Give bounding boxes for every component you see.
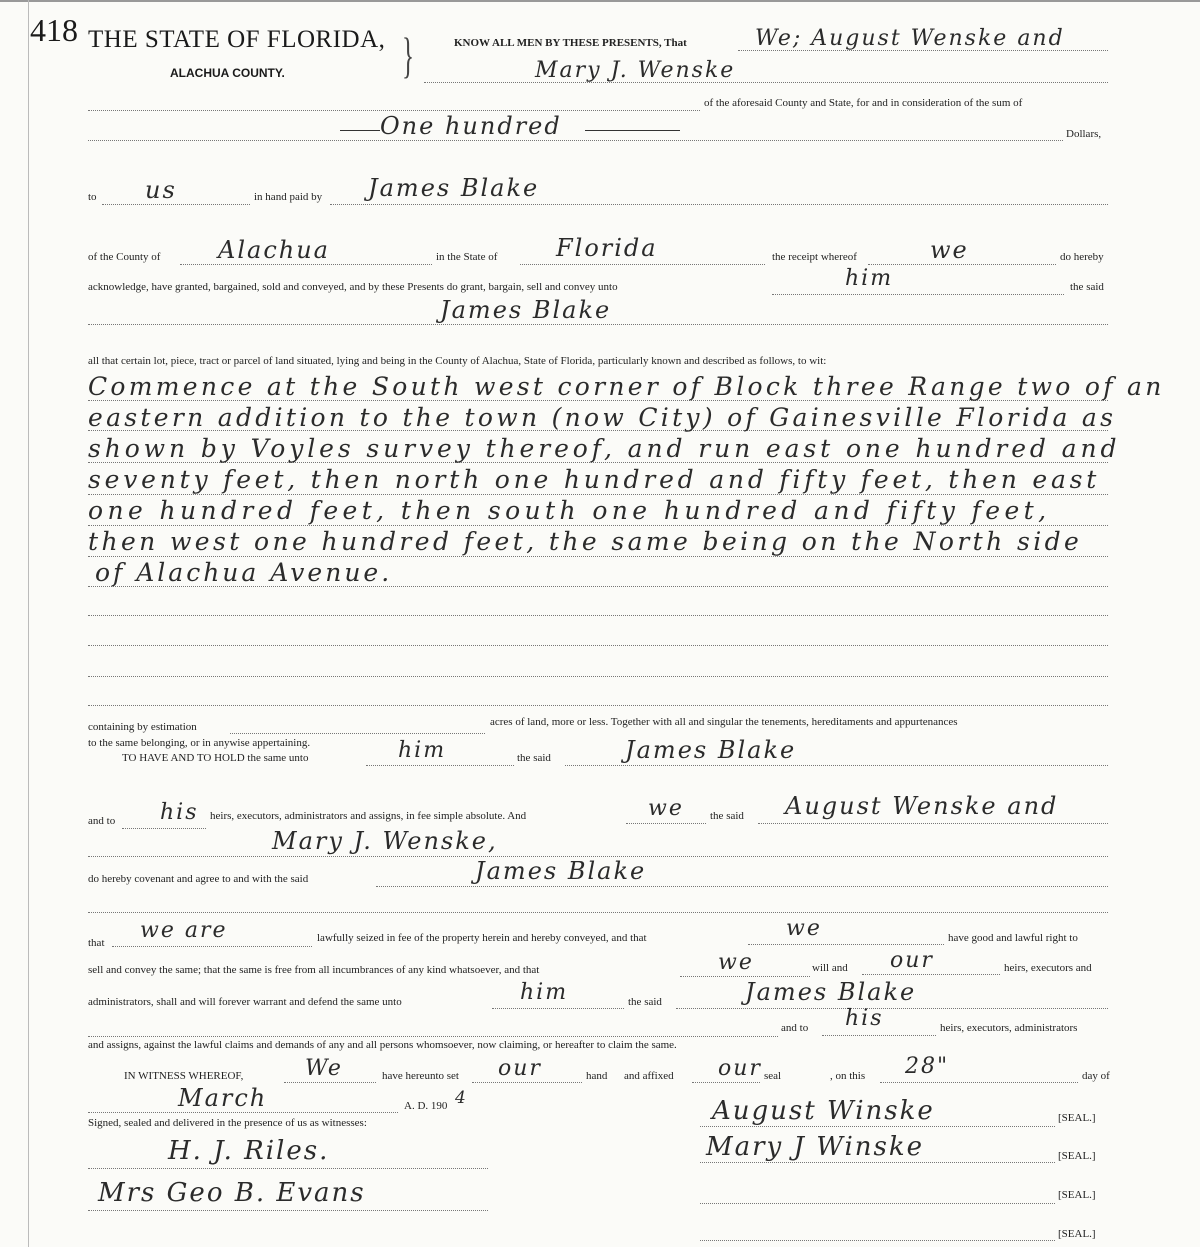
signed-text: Signed, sealed and delivered in the presence of us as witnesses: [88,1117,367,1129]
signature-line [700,1240,1055,1241]
affixed-line [692,1082,760,1083]
to-label: to [88,191,97,203]
page-top-border [0,0,1200,2]
header-brace: } [402,27,414,83]
signature-line [700,1126,1055,1127]
page-margin-line [28,0,29,1247]
do-hereby-label: do hereby [1060,251,1104,263]
witness-sign-line [88,1168,488,1169]
the-said-label-2: the said [517,752,551,764]
paid-by-value: James Blake [368,174,540,202]
to-value: us [145,176,177,204]
day-of-label: day of [1082,1070,1110,1082]
affixed-text: and affixed [624,1070,674,1082]
receipt-value: we [930,236,969,264]
have-hold-label: TO HAVE AND TO HOLD the same unto [122,752,309,764]
have-hold-name: James Blake [625,736,797,764]
our-value: our [890,948,934,973]
have-hold-name-line [565,765,1108,766]
will-and-label: will and [812,962,848,974]
month-value: March [178,1084,268,1112]
amount-value: One hundred [380,112,562,140]
description-line: shown by Voyles survey thereof, and run east one hundred and [88,434,1121,463]
and-to-line [122,828,206,829]
grantee-name: James Blake [440,296,612,324]
month-line [88,1112,398,1113]
convey-unto-line [772,294,1064,295]
desc-line [88,556,1108,557]
consideration-text: of the aforesaid County and State, for and in consideration of the sum of [704,97,1023,109]
heirs-text: heirs, executors, administrators and assigns, in fee simple absolute. And [210,810,527,822]
county-of-value: Alachua [218,236,330,264]
hereunto-text: have hereunto set [382,1070,459,1082]
year-digit: 4 [455,1088,468,1108]
desc-line [88,705,1108,706]
belonging-text: to the same belonging, or in anywise appertaining. [88,737,311,749]
grantor-signature: August Winske [712,1096,935,1126]
paid-by-label: in hand paid by [254,191,323,203]
desc-line [88,525,1108,526]
heirs-exec-label: heirs, executors and [1004,962,1092,974]
description-line: of Alachua Avenue. [95,558,393,587]
county-of-label: of the County of [88,251,161,263]
desc-line [88,645,1108,646]
sell-value: we [718,950,754,975]
our-line [862,974,1000,975]
and-to-2-value: his [845,1006,884,1031]
description-line: eastern addition to the town (now City) of Gainesville Florida as [88,403,1117,432]
dollars-label: Dollars, [1066,128,1102,140]
sell-text: sell and convey the same; that the same is free from all incumbrances of any kind whatsoever, and that [88,964,540,976]
consideration-line [88,110,700,111]
signature-line [700,1162,1055,1163]
that-label: that [88,937,105,949]
grantee-line [88,324,1108,325]
state-of-label: in the State of [436,251,498,263]
admin-name-line [676,1008,1108,1009]
witness-signature: Mrs Geo B. Evans [98,1178,366,1208]
have-hold-value: him [398,738,447,763]
assigns-text: and assigns, against the lawful claims and demands of any and all persons whomsoever, now claiming, or hereafter to claim the same. [88,1039,677,1051]
amount-line [88,140,1063,141]
that-line [112,946,312,947]
and-to-value: his [160,800,199,825]
state-heading: THE STATE OF FLORIDA, [88,26,386,53]
and-to-2-line [822,1035,936,1036]
and-to-2-label: and to [781,1022,809,1034]
admin-text: administrators, shall and will forever warrant and defend the same unto [88,996,402,1008]
day-line [880,1082,1078,1083]
have-hold-line [366,765,514,766]
grantor-line-2 [424,82,1108,83]
witness-sign-line [88,1210,488,1211]
and-value: we [648,796,684,821]
containing-label: containing by estimation [88,721,197,733]
heirs-exec-admin-label: heirs, executors, administrators [940,1022,1078,1034]
covenant-line [376,886,1108,887]
receipt-line [868,264,1056,265]
the-said-label: the said [1070,281,1104,293]
page-number: 418 [30,12,78,48]
affixed-value: our [718,1056,762,1081]
admin-name: James Blake [745,978,917,1006]
acres-line [230,733,485,734]
desc-line [88,676,1108,677]
convey-unto-value: him [845,266,894,291]
amount-dash-right [585,130,680,131]
description-line: then west one hundred feet, the same being on the North side [88,527,1083,556]
day-value: 28" [905,1054,950,1079]
and-to-2-pre-line [88,1036,778,1037]
admin-line [492,1008,624,1009]
acres-text: acres of land, more or less. Together with all and singular the tenements, hereditaments and appurtenances [490,716,958,728]
said-names-2: Mary J. Wenske, [272,827,498,855]
seal-label: [SEAL.] [1058,1228,1096,1240]
hereunto-value: our [498,1056,542,1081]
desc-line [88,615,1108,616]
hand-text: hand [586,1070,608,1082]
seized-text: lawfully seized in fee of the property herein and hereby conveyed, and that [317,932,647,944]
and-to-label: and to [88,815,116,827]
sell-line [680,976,810,977]
seized-line [748,944,944,945]
the-said-label-3: the said [710,810,744,822]
grantors-line-1: We; August Wenske and [755,26,1065,51]
witness-value: We [305,1056,343,1081]
grantors-line-2: Mary J. Wenske [535,58,736,83]
hereunto-line [472,1082,582,1083]
county-of-line [180,264,432,265]
covenant-text: do hereby covenant and agree to and with the said [88,873,309,885]
covenant-name: James Blake [475,857,647,885]
that-value: we are [140,918,228,943]
description-line: seventy feet, then north one hundred and fifty feet, then east [88,465,1101,494]
paid-by-line [330,204,1108,205]
state-of-line [520,264,765,265]
acknowledge-text: acknowledge, have granted, bargained, sold and conveyed, and by these Presents do grant, bargain, sell and convey unto [88,281,618,293]
grantor-signature: Mary J Winske [706,1132,925,1162]
signature-line [700,1203,1055,1204]
the-said-label-4: the said [628,996,662,1008]
description-line: Commence at the South west corner of Block three Range two of an [88,372,1165,401]
covenant-line-2 [88,912,1108,913]
seal-label: [SEAL.] [1058,1189,1096,1201]
ad-text: A. D. 190 [404,1100,448,1112]
amount-dash-left [340,130,380,131]
intro-text: KNOW ALL MEN BY THESE PRESENTS, That [454,37,687,49]
seal-label: [SEAL.] [1058,1150,1096,1162]
to-line [102,204,250,205]
receipt-label: the receipt whereof [772,251,857,263]
seal-label: [SEAL.] [1058,1112,1096,1124]
admin-value: him [520,980,569,1005]
state-of-value: Florida [556,234,658,262]
desc-line [88,494,1108,495]
good-right-text: have good and lawful right to [948,932,1078,944]
witness-signature: H. J. Riles. [168,1136,330,1166]
and-line [626,823,706,824]
land-description-intro: all that certain lot, piece, tract or parcel of land situated, lying and being in the County of Alachua, State of Florida, particularly known and described as follows, to wit: [88,355,827,367]
said-names-1: August Wenske and [785,792,1059,820]
county-heading: ALACHUA COUNTY. [170,66,285,80]
said-names-line-1 [758,823,1108,824]
seal-text: seal [764,1070,782,1082]
description-line: one hundred feet, then south one hundred and fifty feet, [88,496,1051,525]
seized-value: we [786,916,822,941]
witness-label: IN WITNESS WHEREOF, [124,1070,244,1082]
on-this-text: , on this [830,1070,866,1082]
witness-line [284,1082,376,1083]
